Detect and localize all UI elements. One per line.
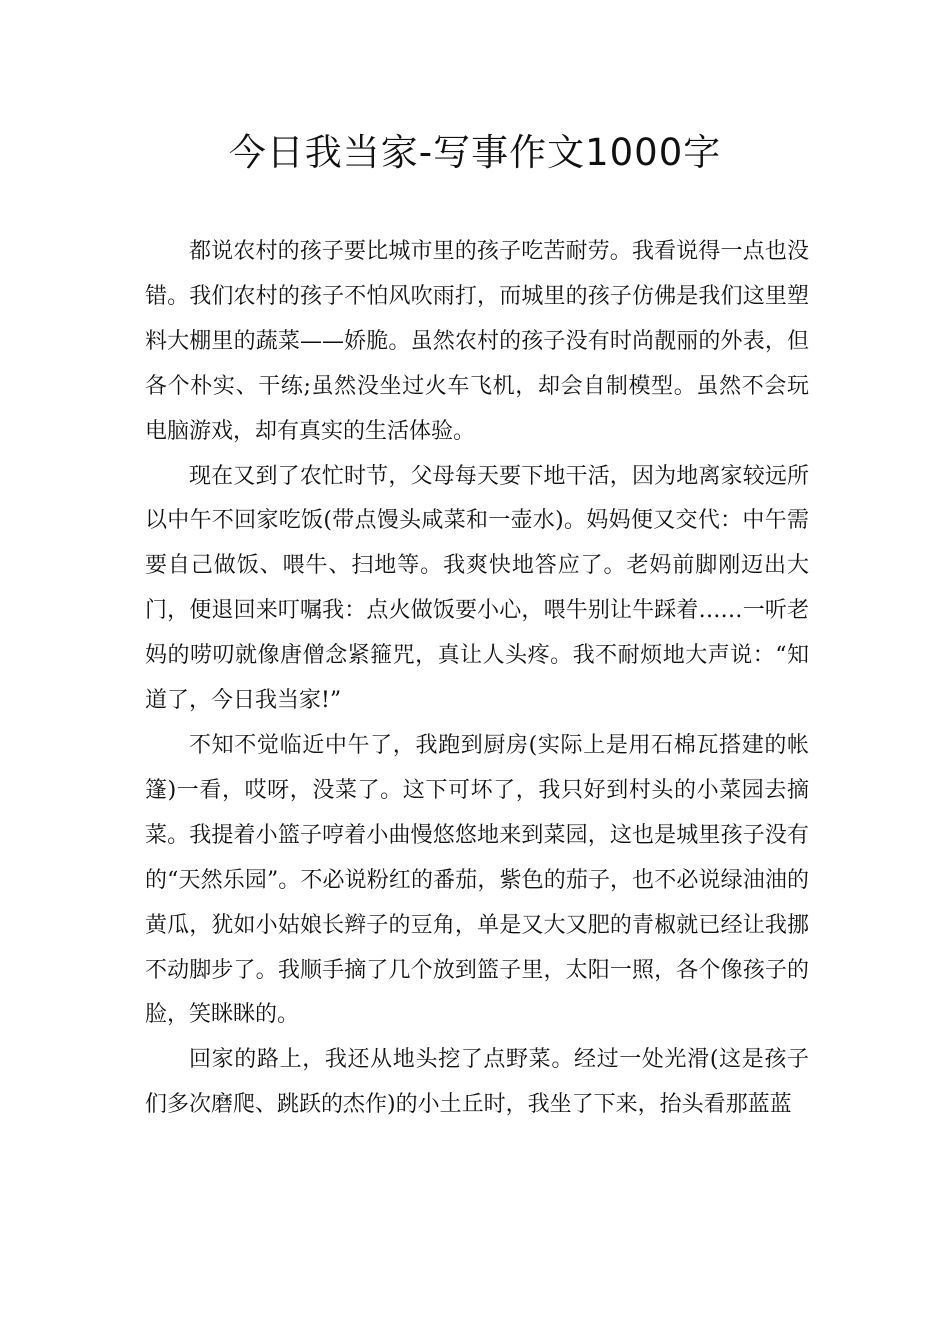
document-body	[145, 230, 809, 1128]
paragraph: 现在又到了农忙时节，父母每天要下地干活，因为地离家较远所以中午不回家吃饭(带点馒头咸菜和一壶水)。妈妈便又交代：中午需要自己做饭、喂牛、扫地等。我爽快地答应了。老妈前脚刚迈出大门，便退回来叮嘱我：点火做饭要小心，喂牛别让牛踩着……一听老妈的唠叨就像唐僧念紧箍咒，真让人头疼。我不耐烦地大声说：“知道了，今日我当家!”	[145, 463, 809, 714]
paragraph: 不知不觉临近中午了，我跑到厨房(实际上是用石棉瓦搭建的帐篷)一看，哎呀，没菜了。这下可坏了，我只好到村头的小菜园去摘菜。我提着小篮子哼着小曲慢悠悠地来到菜园，这也是城里孩子没有的“天然乐园”。不必说粉红的番茄，紫色的茄子，也不必说绿油油的黄瓜，犹如小姑娘长辫子的豆角，单是又大又肥的青椒就已经让我挪不动脚步了。我顺手摘了几个放到篮子里，太阳一照，各个像孩子的脸，笑眯眯的。	[145, 732, 809, 1028]
paragraph: 回家的路上，我还从地头挖了点野菜。经过一处光滑(这是孩子们多次磨爬、跳跃的杰作)的小土丘时，我坐了下来，抬头看那蓝蓝	[145, 1047, 809, 1118]
document-title: 今日我当家-写事作文1000字	[228, 131, 722, 174]
paragraph: 都说农村的孩子要比城市里的孩子吃苦耐劳。我看说得一点也没错。我们农村的孩子不怕风吹雨打，而城里的孩子仿佛是我们这里塑料大棚里的蔬菜——娇脆。虽然农村的孩子没有时尚靓丽的外表，但各个朴实、干练;虽然没坐过火车飞机，却会自制模型。虽然不会玩电脑游戏，却有真实的生活体验。	[145, 239, 809, 444]
